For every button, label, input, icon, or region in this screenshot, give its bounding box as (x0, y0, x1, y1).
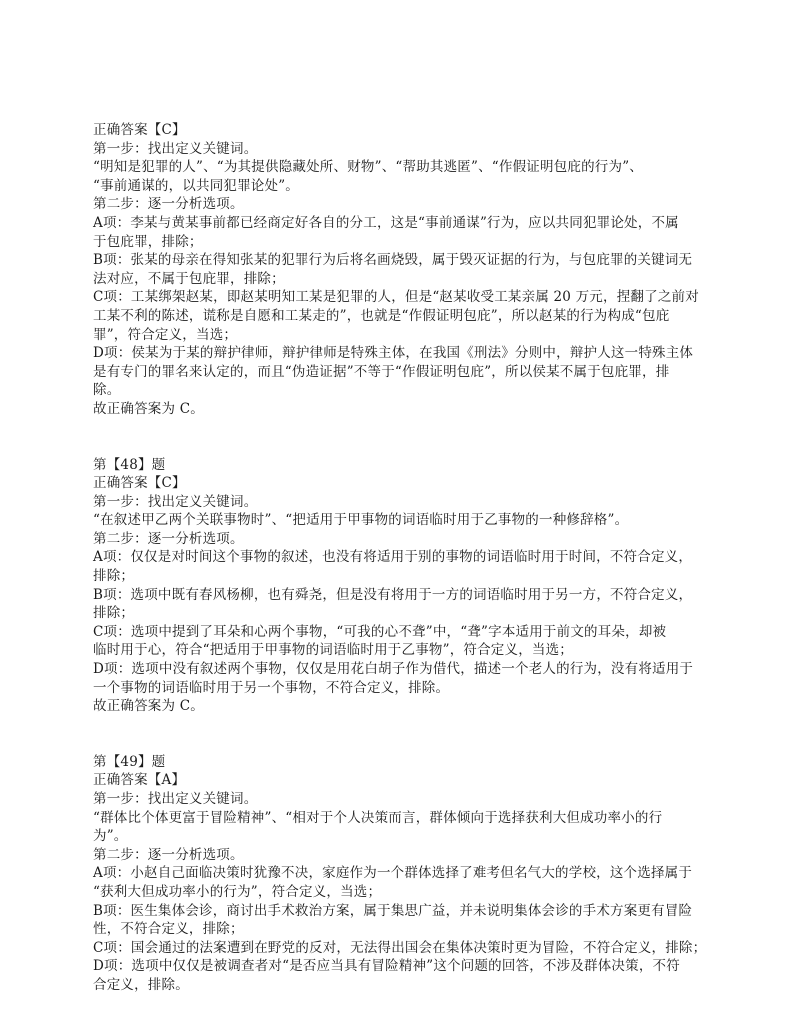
keyword-line: “在叙述甲乙两个关联事物时”、“把适用于甲事物的词语临时用于乙事物的一种修辞格”。 (93, 512, 629, 529)
option-a-text: A项：李某与黄某事前都已经商定好各自的分工，这是“事前通谋”行为，应以共同犯罪论处，不属 (93, 214, 679, 231)
keyword-line: “事前通谋的，以共同犯罪论处”。 (93, 177, 300, 194)
step-two-heading: 第二步：逐一分析选项。 (93, 846, 244, 863)
option-c-text: 工某不利的陈述，谎称是自愿和工某走的”，也就是“作假证明包庇”，所以赵某的行为构成“包庇 (93, 307, 670, 324)
answer-section-47 (93, 121, 711, 419)
option-c-text: C项：选项中提到了耳朵和心两个事物，“可我的心不聋”中，“聋”字本适用于前文的耳朵，却被 (93, 623, 667, 640)
answer-line: 正确答案【C】 (93, 475, 186, 492)
option-a-text: “获利大但成功率小的行为”，符合定义，当选； (93, 883, 382, 900)
document-page (93, 121, 711, 995)
conclusion-line: 故正确答案为 C。 (93, 400, 204, 417)
option-b-text: 性，不符合定义，排除； (93, 921, 244, 938)
question-heading: 第【48】题 (93, 456, 166, 473)
question-section-48 (93, 456, 711, 716)
step-two-heading: 第二步：逐一分析选项。 (93, 530, 244, 547)
keyword-line: “群体比个体更富于冒险精神”、“相对于个人决策而言，群体倾向于选择获利大但成功率小的行 (93, 809, 663, 826)
option-d-text: 合定义，排除。 (93, 976, 189, 993)
option-d-text: 除。 (93, 382, 121, 399)
conclusion-line: 故正确答案为 C。 (93, 698, 204, 715)
option-d-text: D项：选项中仅仅是被调查者对“是否应当具有冒险精神”这个问题的回答，不涉及群体决策，不符 (93, 958, 680, 975)
option-d-text: 是有专门的罪名来认定的，而且“伪造证据”不等于“作假证明包庇”，所以侯某不属于包庇罪，排 (93, 363, 670, 380)
question-heading: 第【49】题 (93, 753, 166, 770)
option-c-text: 罪”，符合定义，当选； (93, 326, 238, 343)
step-one-heading: 第一步：找出定义关键词。 (93, 791, 258, 807)
keyword-line: “明知是犯罪的人”、“为其提供隐藏处所、财物”、“帮助其逃匿”、“作假证明包庇的行为”、 (93, 159, 644, 176)
answer-line: 正确答案【A】 (93, 772, 186, 789)
option-d-text: D项：选项中没有叙述两个事物，仅仅是用花白胡子作为借代，描述一个老人的行为，没有将适用于 (93, 661, 694, 678)
keyword-line: 为”。 (93, 828, 128, 845)
option-b-text: 排除； (93, 605, 135, 622)
step-one-heading: 第一步：找出定义关键词。 (93, 140, 258, 157)
option-d-text: 一个事物的词语临时用于另一个事物，不符合定义，排除。 (93, 679, 450, 696)
option-a-text: A项：仅仅是对时间这个事物的叙述，也没有将适用于别的事物的词语临时用于时间，不符合定义， (93, 549, 693, 566)
option-c-text: C项：工某绑架赵某，即赵某明知工某是犯罪的人，但是“赵某收受工某亲属 20 万元，捏翻了之前对 (93, 289, 699, 306)
option-b-text: B项：张某的母亲在得知张某的犯罪行为后将名画烧毁，属于毁灭证据的行为，与包庇罪的关键词无 (93, 252, 693, 269)
option-b-text: B项：选项中既有春风杨柳，也有舜尧，但是没有将用于一方的词语临时用于另一方，不符合定义， (93, 586, 693, 603)
question-section-49 (93, 753, 711, 995)
option-d-text: D项：侯某为于某的辩护律师，辩护律师是特殊主体，在我国《刑法》分则中，辩护人这一特殊主体 (93, 345, 694, 362)
step-two-heading: 第二步：逐一分析选项。 (93, 196, 244, 213)
option-a-text: 于包庇罪，排除； (93, 233, 203, 250)
option-b-text: B项：医生集体会诊，商讨出手术救治方案，属于集思广益，并未说明集体会诊的手术方案更有冒险 (93, 902, 693, 919)
answer-line: 正确答案【C】 (93, 122, 186, 138)
option-c-text: 临时用于心，符合“把适用于甲事物的词语临时用于乙事物”，符合定义，当选； (93, 642, 574, 659)
option-c-text: C项：国会通过的法案遭到在野党的反对，无法得出国会在集体决策时更为冒险，不符合定义，排除； (93, 939, 707, 956)
option-a-text: A项：小赵自己面临决策时犹豫不决，家庭作为一个群体选择了难考但名气大的学校，这个选择属于 (93, 865, 693, 882)
option-a-text: 排除； (93, 568, 135, 585)
option-b-text: 法对应，不属于包庇罪，排除； (93, 270, 285, 287)
step-one-heading: 第一步：找出定义关键词。 (93, 493, 258, 510)
